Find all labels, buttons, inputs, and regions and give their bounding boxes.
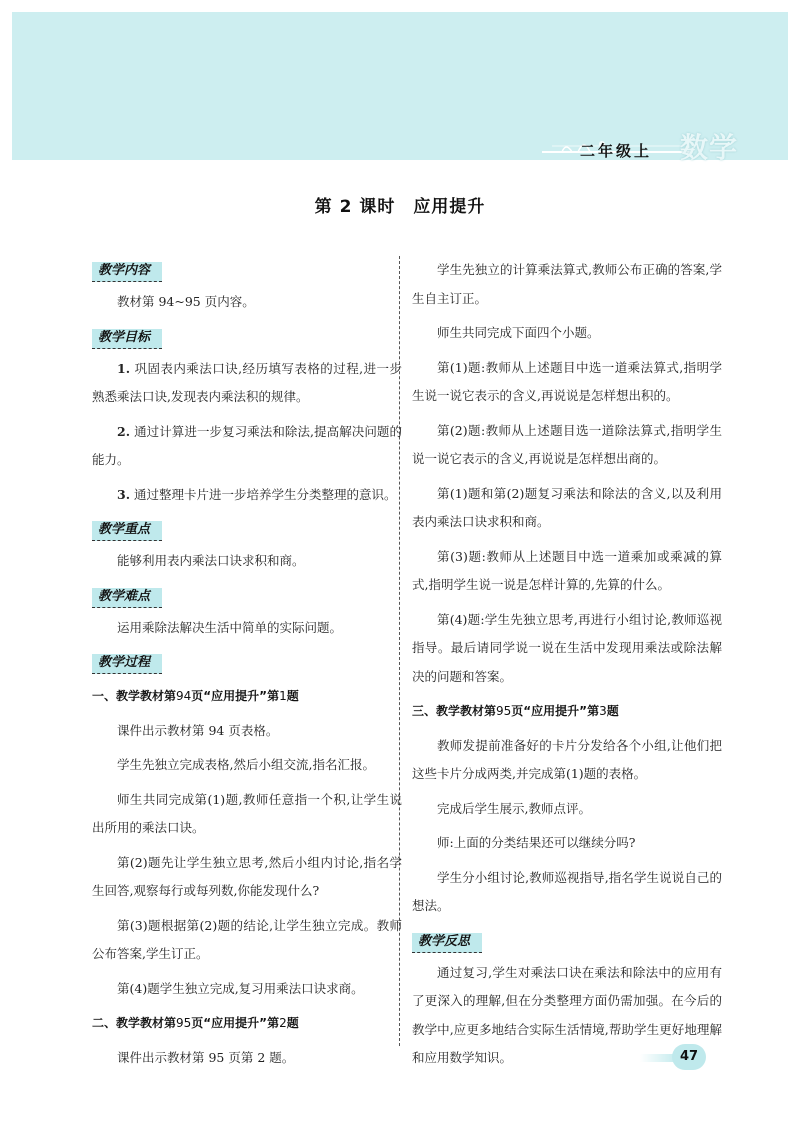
goal-item: 3. 通过整理卡片进一步培养学生分类整理的意识。 xyxy=(117,486,397,502)
subheading: 三、教学教材第95页“应用提升”第3题 xyxy=(412,704,619,718)
section-heading-process: 教学过程 xyxy=(92,652,156,674)
paragraph: 课件出示教材第 95 页第 2 题。 xyxy=(117,1049,295,1065)
paragraph: 第(3)题根据第(2)题的结论,让学生独立完成。教师公布答案,学生订正。 xyxy=(92,917,402,961)
lesson-title: 第 2 课时 应用提升 xyxy=(314,197,486,217)
section-heading-difficulties: 教学难点 xyxy=(92,586,156,608)
paragraph: 第(3)题:教师从上述题目中选一道乘加或乘减的算式,指明学生说一说是怎样计算的,先算的什么。 xyxy=(412,548,722,592)
goal-item: 1. 巩固表内乘法口诀,经历填写表格的过程,进一步熟悉乘法口诀,发现表内乘法积的规律。 xyxy=(92,360,402,404)
paragraph: 能够利用表内乘法口诀求积和商。 xyxy=(117,553,305,568)
section-heading-content: 教学内容 xyxy=(92,260,156,282)
paragraph: 第(4)题:学生先独立思考,再进行小组讨论,教师巡视指导。最后请同学说一说在生活中发现用乘法或除法解决的问题和答案。 xyxy=(412,611,722,684)
paragraph: 师:上面的分类结果还可以继续分吗? xyxy=(437,835,636,850)
header-banner xyxy=(12,12,788,164)
paragraph: 教材第 94~95 页内容。 xyxy=(117,294,255,309)
subheading: 一、教学教材第94页“应用提升”第1题 xyxy=(92,689,299,703)
paragraph: 师生共同完成第(1)题,教师任意指一个积,让学生说出所用的乘法口诀。 xyxy=(92,791,402,835)
paragraph: 教师发提前准备好的卡片分发给各个小组,让他们把这些卡片分成两类,并完成第(1)题的表格。 xyxy=(412,737,722,781)
section-heading-goals: 教学目标 xyxy=(92,327,156,349)
paragraph: 第(2)题:教师从上述题目选一道除法算式,指明学生说一说它表示的含义,再说说是怎样想出商的。 xyxy=(412,422,722,466)
paragraph: 第(4)题学生独立完成,复习用乘法口诀求商。 xyxy=(117,980,364,996)
section-heading-key-points: 教学重点 xyxy=(92,519,156,541)
right-column xyxy=(412,256,722,1079)
paragraph: 第(1)题:教师从上述题目中选一道乘法算式,指明学生说一说它表示的含义,再说说是怎样想出积的。 xyxy=(412,359,722,403)
paragraph: 学生先独立的计算乘法算式,教师公布正确的答案,学生自主订正。 xyxy=(412,262,722,306)
paragraph: 通过复习,学生对乘法口诀在乘法和除法中的应用有了更深入的理解,但在分类整理方面仍需加强。在今后的教学中,应更多地结合实际生活情境,帮助学生更好地理解和应用数学知识。 xyxy=(412,964,722,1065)
grade-label: 二年级上 xyxy=(580,142,653,160)
paragraph: 第(2)题先让学生独立思考,然后小组内讨论,指名学生回答,观察每行或每列数,你能发现什么? xyxy=(92,854,402,898)
section-heading-reflection: 教学反思 xyxy=(412,931,476,953)
paragraph: 完成后学生展示,教师点评。 xyxy=(437,800,591,816)
paragraph: 运用乘除法解决生活中简单的实际问题。 xyxy=(117,619,343,635)
paragraph: 师生共同完成下面四个小题。 xyxy=(437,325,600,340)
goal-item: 2. 通过计算进一步复习乘法和除法,提高解决问题的能力。 xyxy=(92,423,402,467)
paragraph: 第(1)题和第(2)题复习乘法和除法的含义,以及利用表内乘法口诀求积和商。 xyxy=(412,485,722,529)
paragraph: 学生先独立完成表格,然后小组交流,指名汇报。 xyxy=(117,757,375,772)
paragraph: 学生分小组讨论,教师巡视指导,指名学生说说自己的想法。 xyxy=(412,869,722,913)
subheading: 二、教学教材第95页“应用提升”第2题 xyxy=(92,1016,299,1030)
paragraph: 课件出示教材第 94 页表格。 xyxy=(117,722,279,738)
page-number: 47 xyxy=(672,1044,706,1070)
left-column xyxy=(92,256,402,1078)
subject-label: 数学 xyxy=(680,131,739,164)
